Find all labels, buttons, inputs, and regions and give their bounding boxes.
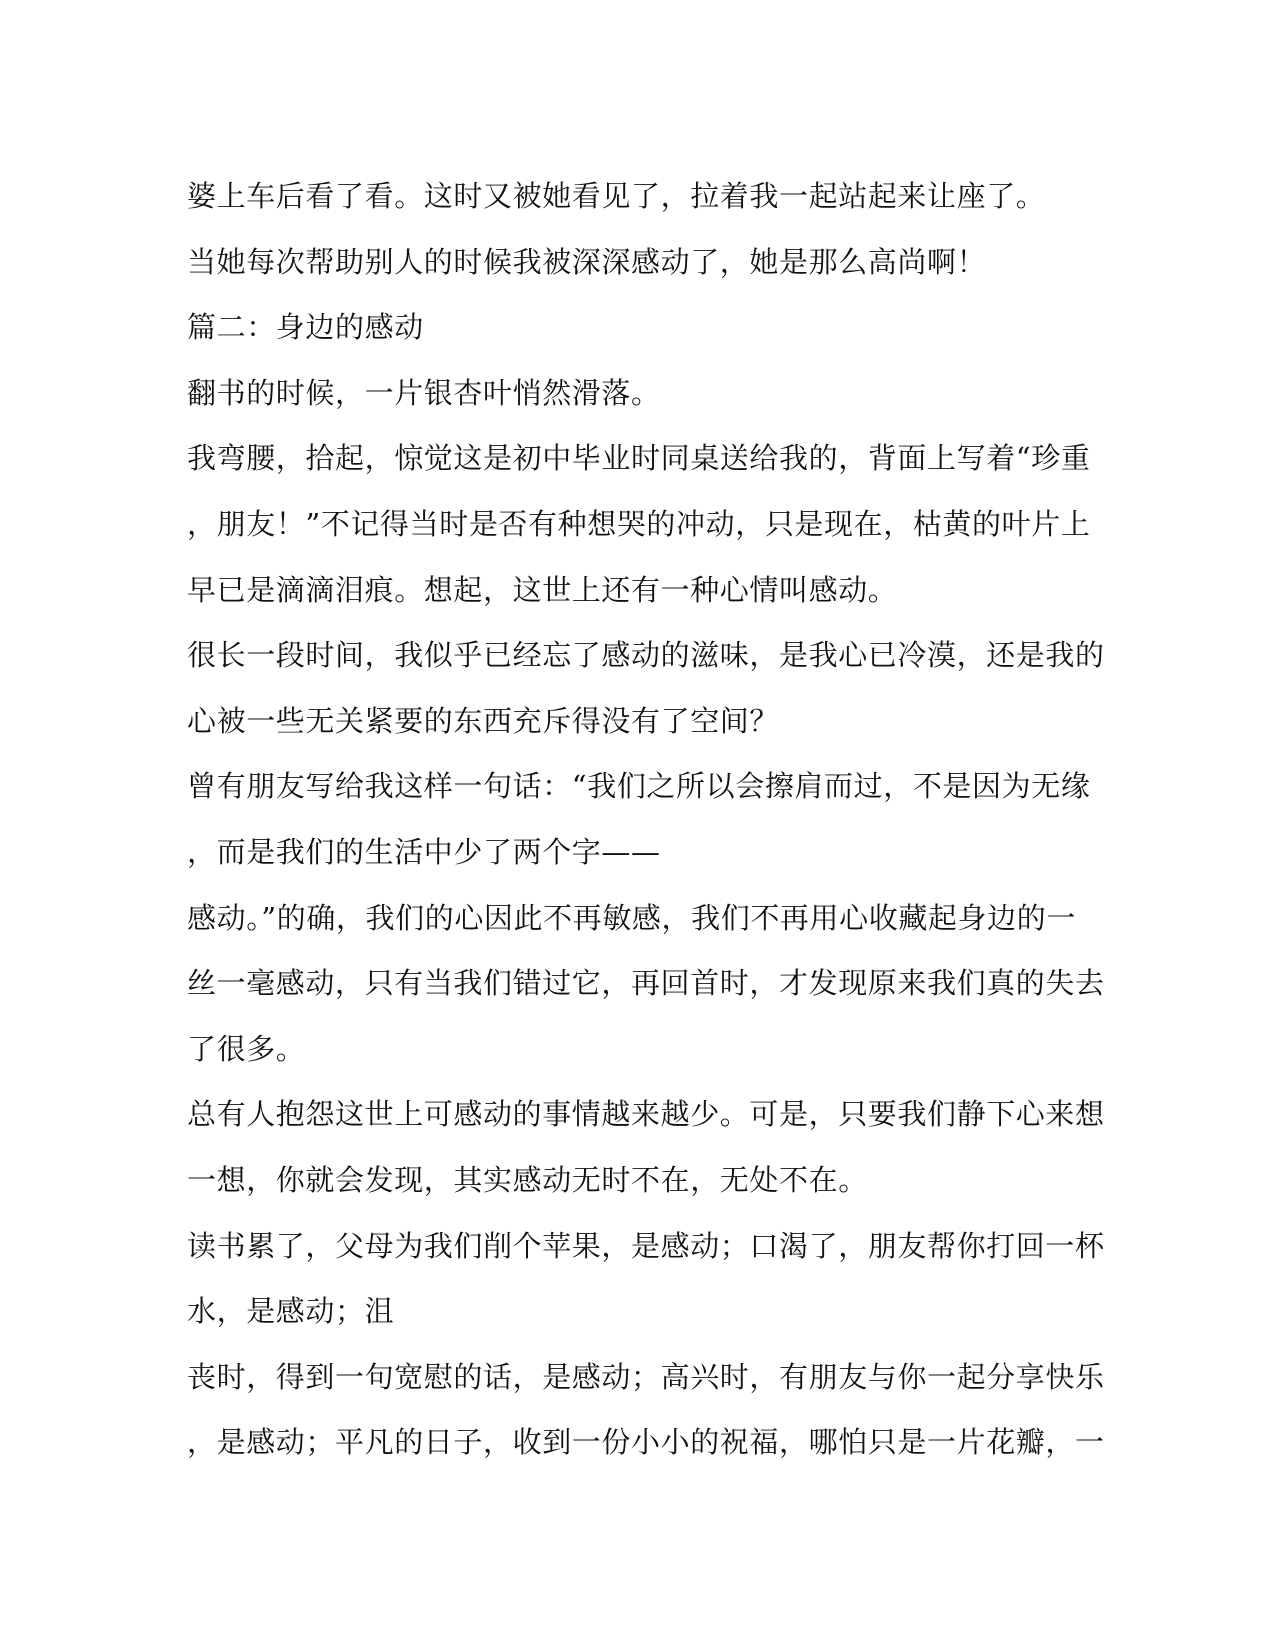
text-line: 水，是感动；沮 [187,1294,395,1329]
document-body [187,164,1107,1476]
text-line: 感动。”的确，我们的心因此不再敏感，我们不再用心收藏起身边的一 [187,900,1076,935]
text-line: ，是感动；平凡的日子，收到一份小小的祝福，哪怕只是一片花瓣，一 [187,1425,1105,1460]
text-line: ，而是我们的生活中少了两个字—— [187,834,661,869]
text-line: 读书累了，父母为我们削个苹果，是感动；口渴了，朋友帮你打回一杯 [187,1228,1105,1263]
text-line: 总有人抱怨这世上可感动的事情越来越少。可是，只要我们静下心来想 [187,1097,1105,1132]
text-line: 一想，你就会发现，其实感动无时不在，无处不在。 [187,1162,868,1197]
section-heading: 篇二：身边的感动 [187,310,424,345]
text-line: 早已是滴滴泪痕。想起，这世上还有一种心情叫感动。 [187,572,898,607]
text-line: 丧时，得到一句宽慰的话，是感动；高兴时，有朋友与你一起分享快乐 [187,1359,1105,1394]
text-line: 曾有朋友写给我这样一句话：“我们之所以会擦肩而过，不是因为无缘 [187,769,1091,804]
text-line: ，朋友！”不记得当时是否有种想哭的冲动，只是现在，枯黄的叶片上 [187,506,1091,541]
text-line: 翻书的时候，一片银杏叶悄然滑落。 [187,375,661,410]
text-line: 丝一毫感动，只有当我们错过它，再回首时，才发现原来我们真的失去 [187,966,1105,1001]
text-line: 当她每次帮助别人的时候我被深深感动了，她是那么高尚啊！ [187,244,987,279]
text-line: 婆上车后看了看。这时又被她看见了，拉着我一起站起来让座了。 [187,179,1046,213]
text-line: 我弯腰，拾起，惊觉这是初中毕业时同桌送给我的，背面上写着“珍重 [187,441,1091,476]
text-line: 心被一些无关紧要的东西充斥得没有了空间？ [187,703,780,738]
text-line: 了很多。 [187,1031,306,1066]
text-line: 很长一段时间，我似乎已经忘了感动的滋味，是我心已冷漠，还是我的 [187,638,1105,673]
